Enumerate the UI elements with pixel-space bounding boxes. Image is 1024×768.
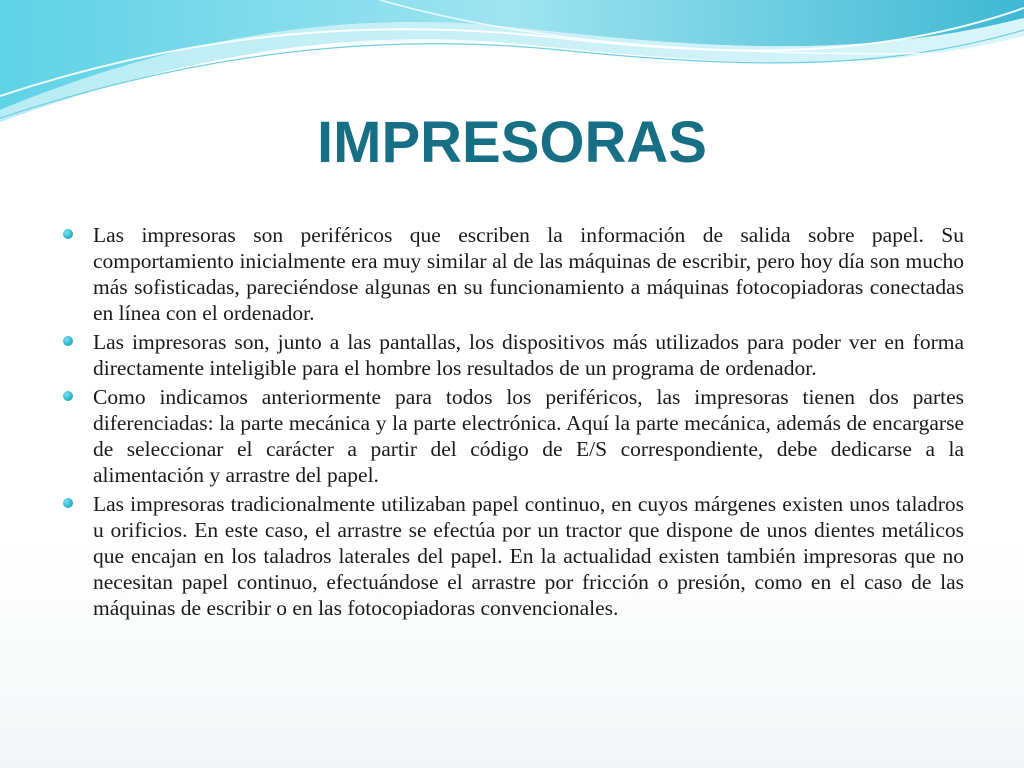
bullet-text: Las impresoras son, junto a las pantallas, los dispositivos más utilizados para poder ver en forma directamente inteligible para el hombre los resultados de un programa de ordenador. xyxy=(93,330,964,380)
bullet-text: Como indicamos anteriormente para todos los periféricos, las impresoras tienen dos partes diferenciadas: la parte mecánica y la parte electrónica. Aquí la parte mecánica, además de encargarse de seleccionar el carácter a partir del código de E/S correspondiente, debe dedicarse a la alimentación y arrastre del papel. xyxy=(93,385,964,487)
list-item xyxy=(62,222,964,326)
list-item xyxy=(62,329,964,381)
bullet-dot-icon xyxy=(63,498,73,508)
bullet-list xyxy=(62,222,964,624)
slide-title: IMPRESORAS xyxy=(317,110,707,175)
bullet-text: Las impresoras tradicionalmente utilizaban papel continuo, en cuyos márgenes existen unos taladros u orificios. En este caso, el arrastre se efectúa por un tractor que dispone de unos dientes metálicos que encajan en los taladros laterales del papel. En la actualidad existen también impresoras que no necesitan papel continuo, efectuándose el arrastre por fricción o presión, como en el caso de las máquinas de escribir o en las fotocopiadoras convencionales. xyxy=(93,492,964,620)
bullet-dot-icon xyxy=(63,336,73,346)
list-item xyxy=(62,384,964,488)
bullet-text: Las impresoras son periféricos que escriben la información de salida sobre papel. Su comportamiento inicialmente era muy similar al de las máquinas de escribir, pero hoy día son mucho más sofisticadas, pareciéndose algunas en su funcionamiento a máquinas fotocopiadoras conectadas en línea con el ordenador. xyxy=(93,223,964,325)
bullet-dot-icon xyxy=(63,391,73,401)
list-item xyxy=(62,491,964,621)
bullet-dot-icon xyxy=(63,229,73,239)
